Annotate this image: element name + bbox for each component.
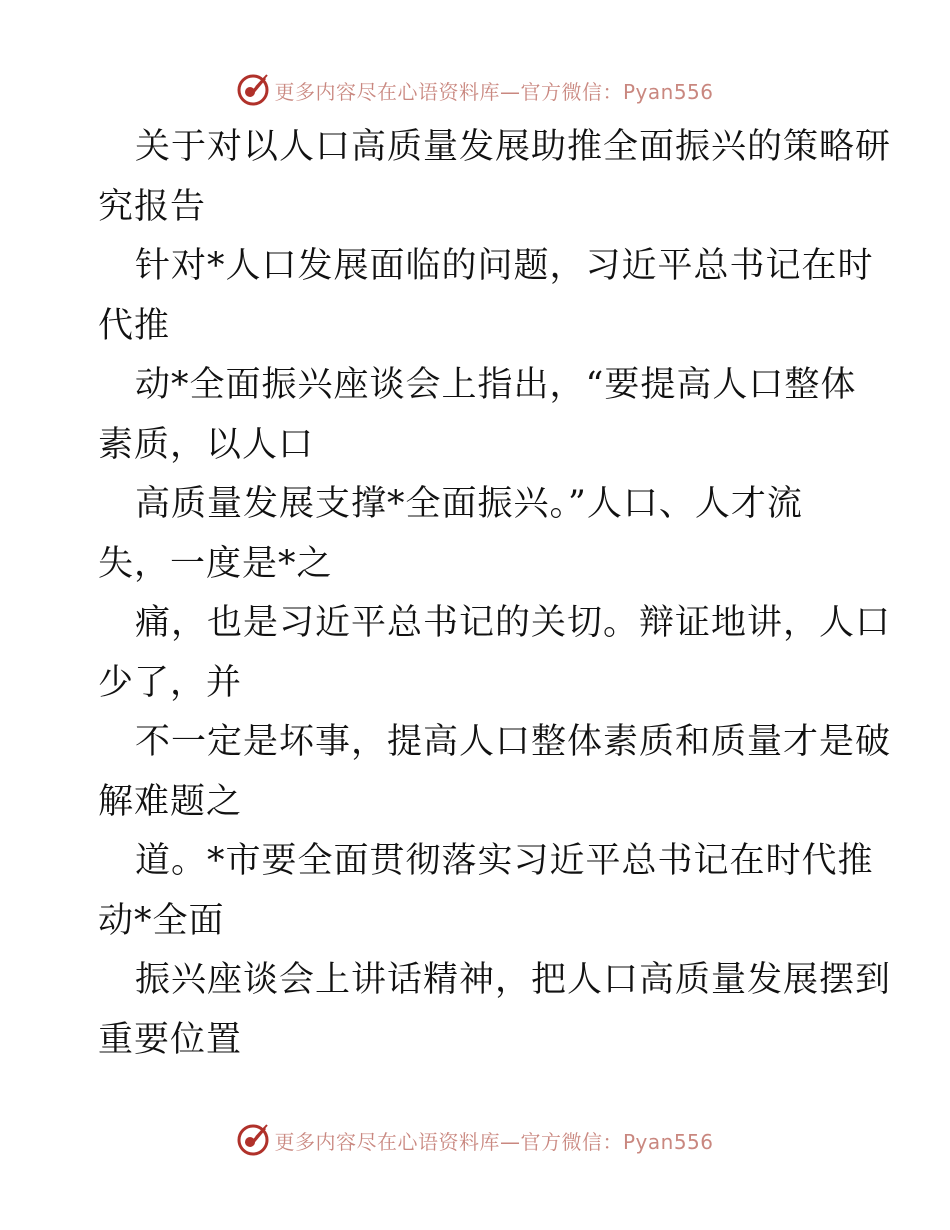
text-line: 重要位置 bbox=[98, 1019, 243, 1060]
text-line: 动*全面 bbox=[98, 900, 225, 941]
header-banner bbox=[0, 70, 950, 110]
quill-pen-seal-icon bbox=[236, 1123, 270, 1157]
text-line: 振兴座谈会上讲话精神，把人口高质量发展摆到 bbox=[135, 960, 892, 1000]
wechat-id: Pyan556 bbox=[622, 79, 714, 104]
text-line: 动*全面振兴座谈会上指出，“要提高人口整体 bbox=[135, 365, 857, 405]
text-line: 针对*人口发展面临的问题，习近平总书记在时 bbox=[135, 246, 874, 286]
text-line: 道。*市要全面贯彻落实习近平总书记在时代推 bbox=[135, 841, 874, 881]
wechat-id: Pyan556 bbox=[622, 1129, 714, 1154]
text-line: 素质，以人口 bbox=[98, 424, 315, 465]
text-line: 代推 bbox=[98, 305, 171, 346]
banner-text: 更多内容尽在心语资料库—官方微信：Pyan556 bbox=[274, 1129, 714, 1154]
text-line: 痛，也是习近平总书记的关切。辩证地讲，人口 bbox=[135, 603, 892, 643]
text-line: 究报告 bbox=[98, 186, 207, 227]
text-line: 关于对以人口高质量发展助推全面振兴的策略研 bbox=[135, 127, 892, 167]
quill-pen-seal-icon bbox=[236, 73, 270, 107]
document-body bbox=[98, 118, 892, 1070]
text-line: 失，一度是*之 bbox=[98, 543, 333, 584]
text-line: 解难题之 bbox=[98, 781, 243, 822]
text-line: 高质量发展支撑*全面振兴。”人口、人才流 bbox=[135, 484, 803, 524]
text-line: 少了，并 bbox=[98, 662, 243, 703]
text-line: 不一定是坏事，提高人口整体素质和质量才是破 bbox=[135, 722, 892, 762]
banner-text: 更多内容尽在心语资料库—官方微信：Pyan556 bbox=[274, 79, 714, 104]
footer-banner bbox=[0, 1120, 950, 1160]
